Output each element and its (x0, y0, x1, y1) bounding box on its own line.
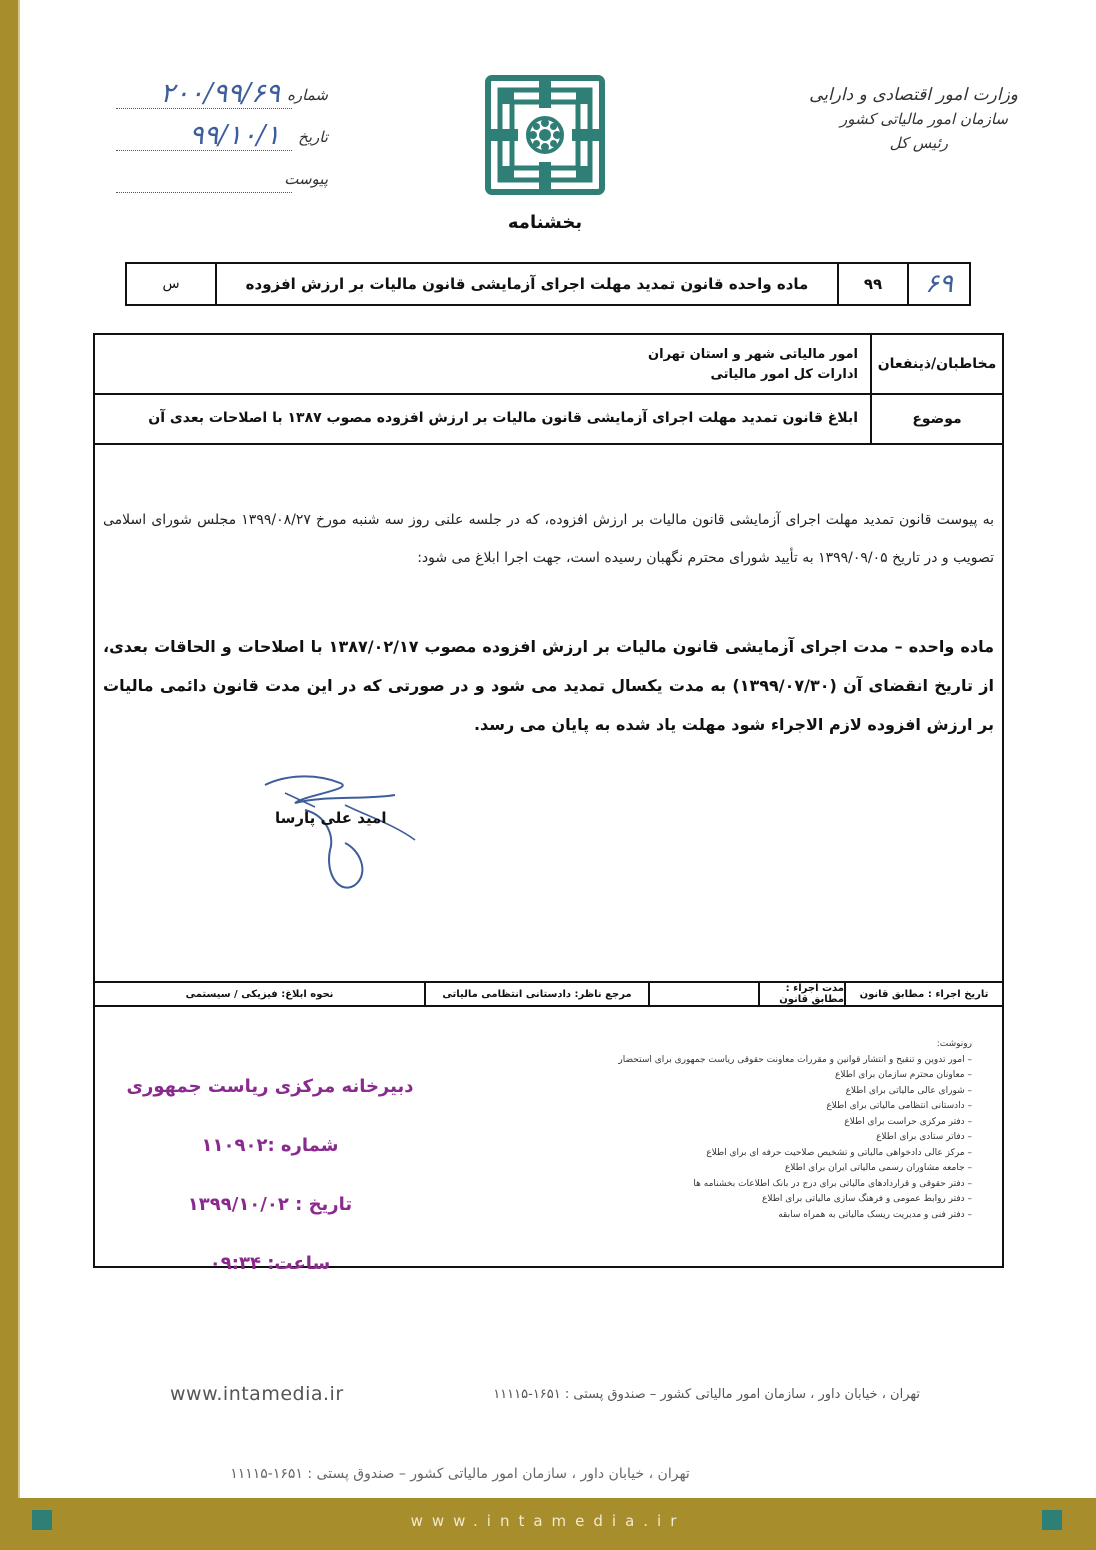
execution-info-row (95, 981, 1002, 1007)
article-paragraph: ماده واحده – مدت اجرای آزمایشی قانون مالیات بر ارزش افزوده مصوب ۱۳۸۷/۰۲/۱۷ با اصلاحات و الحاقات بعدی، از تاریخ انقضای آن (۱۳۹۹/۰۷/۳۰) به مدت یکسال تمدید می شود و در صورتی که در این مدت قانون دائمی مالیات بر ارزش افزوده لازم الاجراء شود مهلت یاد شده به پایان می رسد. (103, 637, 995, 734)
stamp-office: دبیرخانه مرکزی ریاست جمهوری (126, 1076, 414, 1097)
page-border-inner (18, 0, 20, 1550)
circular-title: ماده واحده قانون تمدید مهلت اجرای آزمایشی قانون مالیات بر ارزش افزوده (215, 264, 837, 304)
date-label: تاریخ (298, 128, 328, 146)
letter-attachment-row (98, 162, 328, 204)
execution-date: تاریخ اجراء : مطابق قانون (844, 983, 1002, 1005)
copy-item: – دفتر فنی و مدیریت ریسک مالیاتی به همراه سابقه (778, 1209, 972, 1220)
stamp-time: ساعت: ۰۹:۳۴ (209, 1253, 331, 1274)
addressee-line: امور مالیاتی شهر و استان تهران (648, 347, 858, 362)
document-type: بخشنامه (507, 212, 583, 233)
copy-item: – شورای عالی مالیاتی برای اطلاع (845, 1085, 972, 1096)
letterhead-org (808, 82, 1018, 155)
circular-number: ۶۹ (907, 264, 969, 304)
subject-row (95, 395, 1002, 445)
signer-name: امید علی پارسا (275, 809, 387, 827)
stamp-number: شماره :۱۱۰۹۰۲ (201, 1135, 339, 1156)
copy-item: – دادستانی انتظامی مالیاتی برای اطلاع (826, 1101, 972, 1111)
copy-item: – دفاتر ستادی برای اطلاع (876, 1132, 972, 1142)
stamp-date: تاریخ : ۱۳۹۹/۱۰/۰۲ (187, 1194, 353, 1215)
copy-item: – دفتر روابط عمومی و فرهنگ سازی مالیاتی برای اطلاع (761, 1194, 972, 1204)
spacer-cell (648, 983, 758, 1005)
letter-meta (98, 78, 328, 204)
website-link[interactable]: www.intamedia.ir (170, 1383, 344, 1405)
number-value: ۲۰۰/۹۹/۶۹ (160, 78, 280, 109)
subject-value: ابلاغ قانون تمدید مهلت اجرای آزمایشی قانون مالیات بر ارزش افزوده مصوب ۱۳۸۷ با اصلاحات بعدی آن (148, 410, 858, 426)
execution-period: مدت اجراء : مطابق قانون (758, 983, 844, 1005)
dotted-line (116, 150, 292, 151)
dotted-line (116, 108, 292, 109)
organization-name: سازمان امور مالیاتی کشور (840, 110, 1008, 129)
copy-item: – امور تدوین و تنقیح و انتشار قوانین و مقررات معاونت حقوقی ریاست جمهوری برای استحضار (618, 1054, 972, 1065)
date-value: ۹۹/۱۰/۱ (189, 120, 280, 151)
number-label: شماره (287, 86, 328, 104)
copy-item: – دفتر مرکزی حراست برای اطلاع (844, 1116, 972, 1127)
circular-body-frame (93, 333, 1004, 1274)
registry-stamp (125, 1057, 415, 1293)
letter-number-row (98, 78, 328, 120)
notification-method: نحوه ابلاغ: فیزیکی / سیستمی (185, 988, 334, 1000)
letterhead-footer (170, 1383, 920, 1413)
addressees-row (95, 335, 1002, 395)
circular-code: س (162, 276, 180, 292)
addressee-line: ادارات کل امور مالیاتی (710, 367, 858, 382)
position-title: رئیس کل (889, 133, 948, 152)
tax-organization-logo (484, 74, 606, 196)
copies-list (572, 1037, 972, 1223)
copy-item: – معاونان محترم سازمان برای اطلاع (834, 1070, 972, 1080)
attachment-label: پیوست (284, 170, 328, 188)
postal-address: تهران ، خیابان داور ، سازمان امور مالیاتی کشور – صندوق پستی : ۱۶۵۱-۱۱۱۱۵ (493, 1387, 920, 1402)
copy-item: – مرکز عالی دادخواهی مالیاتی و تشخیص صلاحیت حرفه ای برای اطلاع (706, 1147, 972, 1158)
addressees-label: مخاطبان/ذینفعان (870, 335, 1002, 393)
intro-paragraph: به پیوست قانون تمدید مهلت اجرای آزمایشی قانون مالیات بر ارزش افزوده، که در جلسه علنی روز سه شنبه مورخ ۱۳۹۹/۰۸/۲۷ مجلس شورای اسلامی تصویب و در تاریخ ۱۳۹۹/۰۹/۰۵ به تأیید شورای محترم نگهبان رسیده است، جهت اجرا ابلاغ می شود: (103, 512, 994, 566)
addressees-value (648, 345, 858, 385)
supervising-authority: مرجع ناظر: دادستانی انتظامی مالیاتی (424, 983, 648, 1005)
subject-label: موضوع (870, 395, 1002, 443)
copy-item: – دفتر حقوقی و قراردادهای مالیاتی برای درج در بانک اطلاعات بخشنامه ها (693, 1178, 972, 1189)
postal-address-secondary: تهران ، خیابان داور ، سازمان امور مالیاتی کشور – صندوق پستی : ۱۶۵۱-۱۱۱۱۵ (230, 1466, 690, 1482)
footer-band-url[interactable]: www.intamedia.ir (410, 1512, 686, 1530)
circular-title-box (125, 262, 971, 306)
circular-year: ۹۹ (837, 264, 907, 304)
ministry-name: وزارت امور اقتصادی و دارایی (809, 85, 1018, 105)
copy-item: – جامعه مشاوران رسمی مالیاتی ایران برای اطلاع (784, 1163, 972, 1173)
copies-heading: رونوشت: (936, 1039, 972, 1049)
page-border-left (0, 0, 18, 1550)
letter-date-row (98, 120, 328, 162)
dotted-line (116, 192, 292, 193)
